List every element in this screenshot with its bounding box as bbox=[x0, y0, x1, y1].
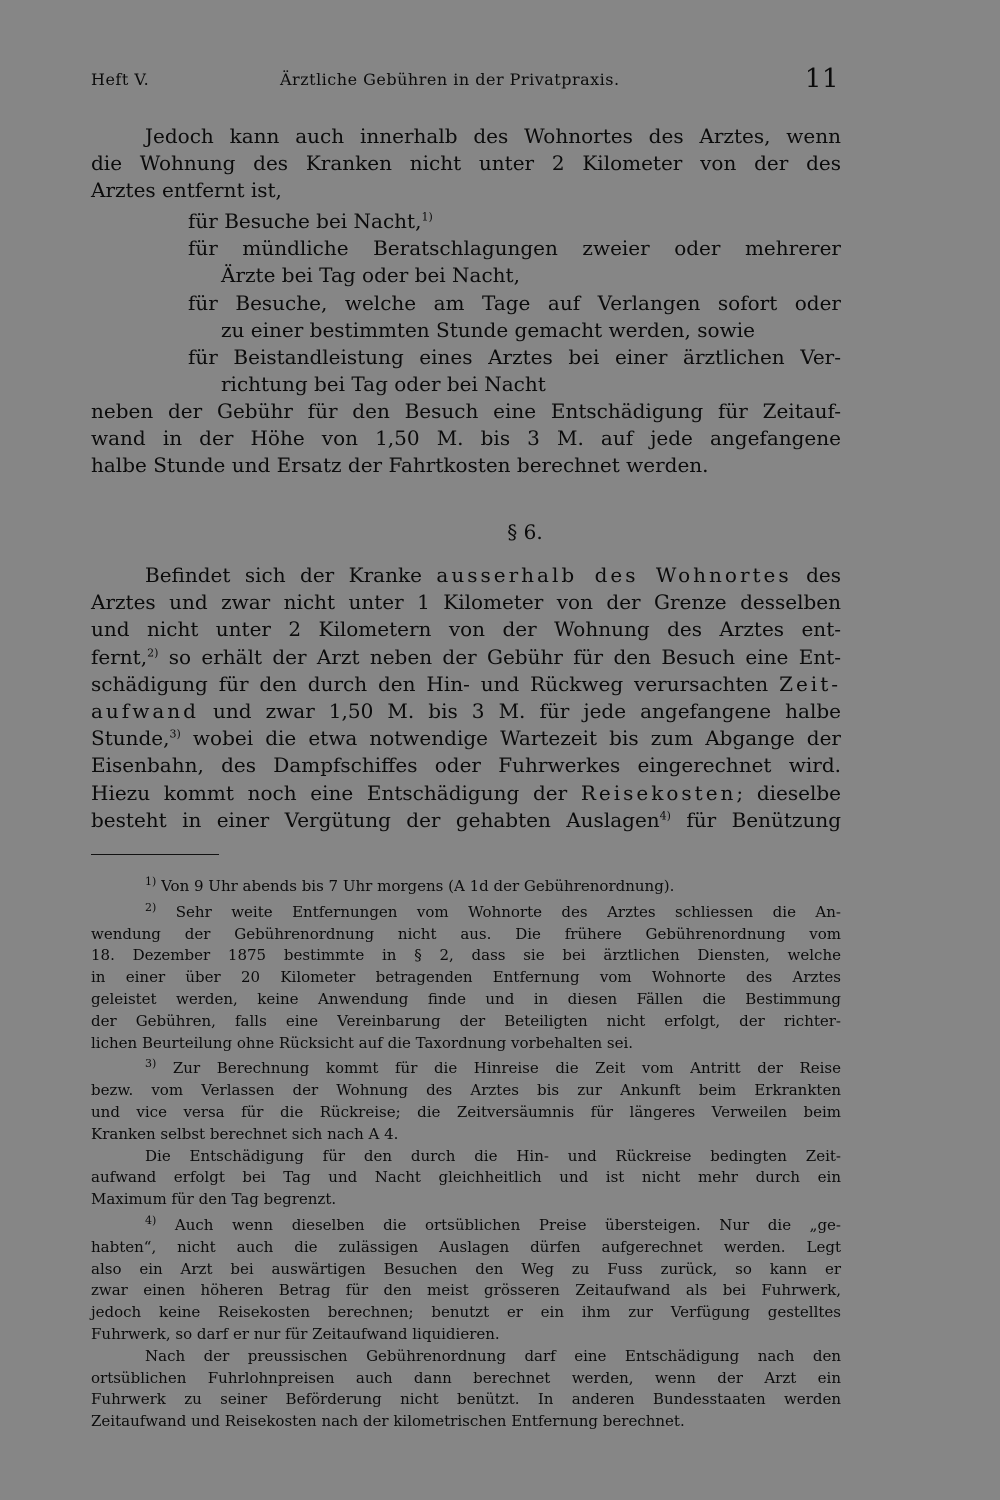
spaced-emphasis: aufwand bbox=[91, 698, 199, 723]
condition-list bbox=[91, 208, 841, 398]
text-line bbox=[91, 807, 841, 834]
footnote-line: habten“, nicht auch die zulässigen Auslagen dürfen aufgerechnet werden. Legt bbox=[91, 1237, 841, 1256]
footnote-line: Zeitaufwand und Reisekosten nach der kilometrischen Entfernung berechnet. bbox=[91, 1412, 685, 1431]
footnote-line: Fuhrwerk zu seiner Beförderung nicht benützt. In anderen Bundesstaaten werden bbox=[91, 1390, 841, 1409]
footnote-text: Auch wenn dieselben die ortsüblichen Preise übersteigen. Nur die „ge- bbox=[174, 1215, 841, 1234]
running-header bbox=[91, 62, 843, 102]
footnote-line: Die Entschädigung für den durch die Hin- und Rückreise bedingten Zeit- bbox=[145, 1146, 841, 1165]
footnote-3 bbox=[91, 1058, 841, 1080]
text-run: schädigung für den durch den Hin- und Rückweg verursachten bbox=[91, 671, 769, 696]
text-line bbox=[91, 698, 841, 725]
footnote-ref: 3) bbox=[169, 727, 181, 741]
list-item: für Beistandleistung eines Arztes bei einer ärztlichen Ver- bbox=[188, 344, 841, 369]
text-line bbox=[91, 562, 841, 589]
footnote-ref: 2) bbox=[147, 645, 159, 659]
spaced-emphasis: ausserhalb des Wohnortes bbox=[436, 563, 792, 587]
footnote-1 bbox=[91, 876, 841, 898]
text-line: Eisenbahn, des Dampfschiffes oder Fuhrwerkes eingerechnet wird. bbox=[91, 753, 841, 778]
list-item-continuation: Ärzte bei Tag oder bei Nacht, bbox=[221, 263, 520, 288]
spaced-emphasis: Zeit- bbox=[779, 671, 842, 696]
text-line: Jedoch kann auch innerhalb des Wohnortes des Arztes, wenn bbox=[145, 124, 841, 148]
page-number: 11 bbox=[804, 64, 839, 94]
footnotes bbox=[91, 876, 841, 1433]
footnote-text: Von 9 Uhr abends bis 7 Uhr morgens (A 1d der Gebührenordnung). bbox=[161, 877, 675, 895]
footnote-line: Nach der preussischen Gebührenordnung darf eine Entschädigung nach den bbox=[145, 1346, 841, 1365]
text-line: Arztes entfernt ist, bbox=[91, 178, 282, 203]
footnote-ref: 1) bbox=[421, 210, 433, 224]
footnote-ref: 4) bbox=[659, 809, 671, 823]
footnote-line: bezw. vom Verlassen der Wohnung des Arztes bis zur Ankunft beim Erkrankten bbox=[91, 1081, 841, 1100]
footnote-2 bbox=[91, 902, 841, 924]
text-run: des bbox=[806, 563, 842, 587]
text-line bbox=[91, 671, 841, 698]
text-line: wand in der Höhe von 1,50 M. bis 3 M. auf jede angefangene bbox=[91, 426, 841, 451]
text-run: ; dieselbe bbox=[736, 780, 842, 805]
text-run: besteht in einer Vergütung der gehabten Auslagen bbox=[91, 807, 660, 832]
footnote-line: lichen Beurteilung ohne Rücksicht auf die Taxordnung vorbehalten sei. bbox=[91, 1033, 634, 1052]
footnote-line: wendung der Gebührenordnung nicht aus. Die frühere Gebührenordnung vom bbox=[91, 924, 841, 943]
footnote-line: geleistet werden, keine Anwendung finde und in diesen Fällen die Bestimmung bbox=[91, 989, 841, 1008]
text-line bbox=[91, 644, 841, 671]
footnote-text: Sehr weite Entfernungen vom Wohnorte des Arztes schliessen die An- bbox=[175, 902, 841, 921]
text-line: und nicht unter 2 Kilometern von der Wohnung des Arztes ent- bbox=[91, 617, 841, 642]
list-item: für mündliche Beratschlagungen zweier oder mehrerer bbox=[188, 236, 841, 261]
paragraph-3 bbox=[91, 562, 841, 834]
footnote-mark: 1) bbox=[145, 875, 157, 888]
text-line bbox=[91, 780, 841, 807]
footnote-line: ortsüblichen Fuhrlohnpreisen auch dann berechnet werden, wenn der Arzt ein bbox=[91, 1368, 841, 1387]
footnote-line: jedoch keine Reisekosten berechnen; benutzt er ein ihm zur Verfügung gestelltes bbox=[91, 1303, 841, 1322]
text-run: Hiezu kommt noch eine Entschädigung der bbox=[91, 780, 568, 805]
running-title: Ärztliche Gebühren in der Privatpraxis. bbox=[280, 70, 620, 89]
footnote-4 bbox=[91, 1215, 841, 1237]
section-heading bbox=[0, 520, 1000, 544]
footnote-line: 18. Dezember 1875 bestimmte in § 2, dass sie bei ärztlichen Diensten, welche bbox=[91, 946, 841, 965]
text-run: Befindet sich der Kranke bbox=[145, 563, 422, 587]
footnote-text: Zur Berechnung kommt für die Hinreise die Zeit vom Antritt der Reise bbox=[172, 1059, 842, 1078]
list-item: für Besuche, welche am Tage auf Verlangen sofort oder bbox=[188, 290, 841, 315]
footnote-line: Fuhrwerk, so darf er nur für Zeitaufwand liquidieren. bbox=[91, 1324, 500, 1343]
footnote-line: in einer über 20 Kilometer betragenden Entfernung vom Wohnorte des Arztes bbox=[91, 968, 841, 987]
list-item-continuation: richtung bei Tag oder bei Nacht bbox=[221, 372, 546, 397]
footnote-line: der Gebühren, falls eine Vereinbarung der Beteiligten nicht erfolgt, der richter- bbox=[91, 1011, 841, 1030]
paragraph-2 bbox=[91, 398, 841, 480]
footnote-line: zwar einen höheren Betrag für den meist grösseren Zeitaufwand als bei Fuhrwerk, bbox=[91, 1281, 841, 1300]
issue-label: Heft V. bbox=[91, 70, 150, 89]
footnote-mark: 4) bbox=[145, 1213, 157, 1227]
text-run: und zwar 1,50 M. bis 3 M. für jede angefangene halbe bbox=[213, 698, 841, 723]
spaced-emphasis: Reisekosten bbox=[580, 780, 737, 805]
footnote-line: Kranken selbst berechnet sich nach A 4. bbox=[91, 1124, 399, 1143]
footnote-divider bbox=[91, 854, 219, 855]
list-item-continuation: zu einer bestimmten Stunde gemacht werden, sowie bbox=[221, 317, 755, 342]
text-run: fernt, bbox=[91, 644, 148, 669]
text-run: Stunde, bbox=[91, 726, 170, 751]
footnote-mark: 3) bbox=[145, 1057, 157, 1071]
text-run: wobei die etwa notwendige Wartezeit bis zum Abgange der bbox=[192, 726, 841, 751]
section-number: § 6. bbox=[507, 520, 543, 544]
footnote-line: aufwand erfolgt bei Tag und Nacht gleichheitlich und ist nicht mehr durch ein bbox=[91, 1168, 841, 1187]
text-line: neben der Gebühr für den Besuch eine Entschädigung für Zeitauf- bbox=[91, 399, 841, 423]
footnote-mark: 2) bbox=[145, 900, 157, 914]
text-run: so erhält der Arzt neben der Gebühr für den Besuch eine Ent- bbox=[168, 644, 842, 669]
footnote-line: Maximum für den Tag begrenzt. bbox=[91, 1190, 337, 1209]
list-item bbox=[91, 208, 841, 235]
text-line: halbe Stunde und Ersatz der Fahrtkosten berechnet werden. bbox=[91, 453, 709, 478]
list-item-text: für Besuche bei Nacht, bbox=[188, 209, 422, 233]
footnote-line: also ein Arzt bei auswärtigen Besuchen den Weg zu Fuss zurück, so kann er bbox=[91, 1259, 841, 1278]
text-line: Arztes und zwar nicht unter 1 Kilometer von der Grenze desselben bbox=[91, 590, 841, 615]
paragraph-1 bbox=[91, 123, 841, 205]
footnote-line: und vice versa für die Rückreise; die Zeitversäumnis für längeres Verweilen beim bbox=[91, 1102, 841, 1121]
text-line: die Wohnung des Kranken nicht unter 2 Kilometer von der des bbox=[91, 151, 841, 176]
text-run: für Benützung bbox=[686, 807, 842, 832]
text-line bbox=[91, 725, 841, 752]
